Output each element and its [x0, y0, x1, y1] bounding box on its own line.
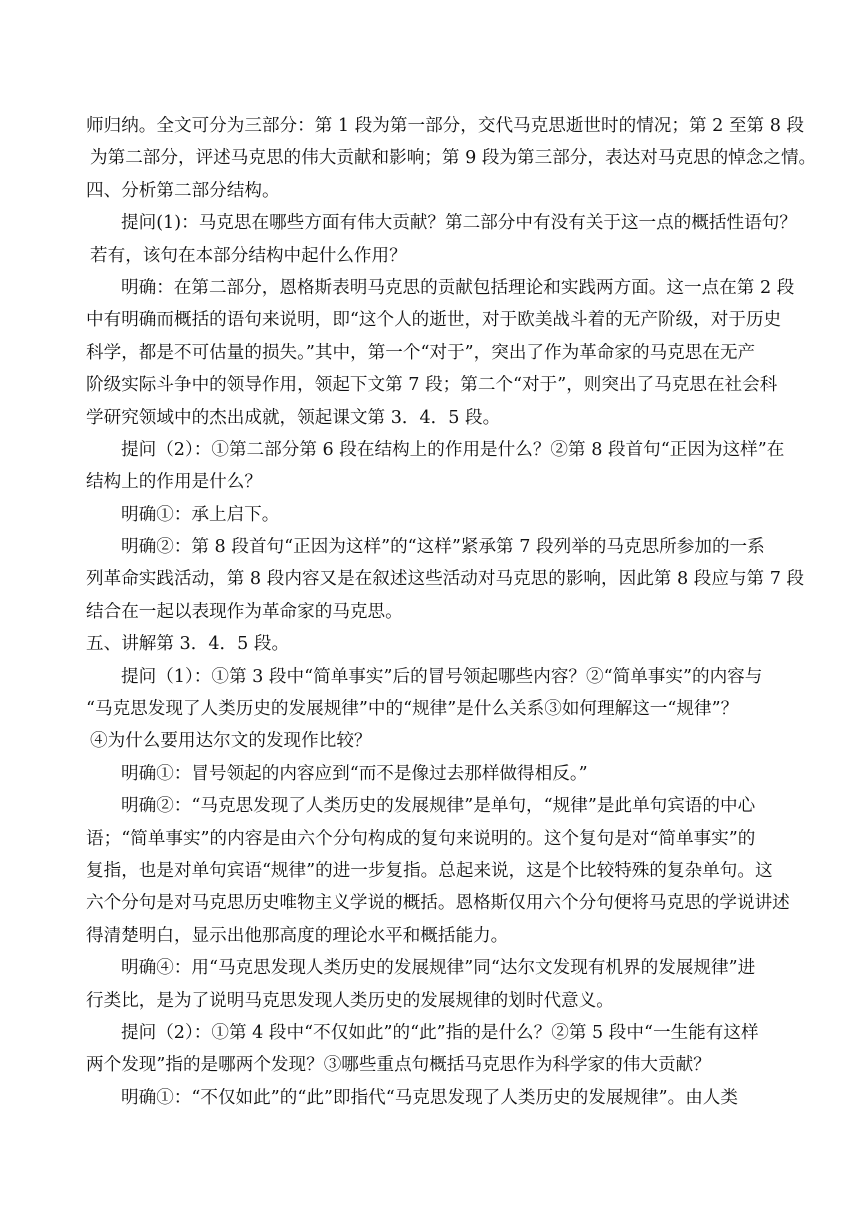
- section-heading: 四、分析第二部分结构。: [86, 180, 280, 201]
- text-line: 复指，也是对单句宾语“规律”的进一步复指。总起来说，这是个比较特殊的复杂单句。这: [86, 860, 773, 881]
- answer-line: 明确②：“马克思发现了人类历史的发展规律”是单句，“规律”是此单句宾语的中心: [121, 796, 756, 817]
- text-line: ④为什么要用达尔文的发现作比较？: [90, 731, 372, 752]
- text-line: 两个发现”指的是哪两个发现？③哪些重点句概括马克思作为科学家的伟大贡献？: [86, 1055, 711, 1076]
- text-line: 语；“简单事实”的内容是由六个分句构成的复句来说明的。这个复句是对“简单事实”的: [86, 828, 756, 849]
- text-line: 结构上的作用是什么？: [86, 472, 262, 493]
- text-line: 得清楚明白，显示出他那高度的理论水平和概括能力。: [86, 925, 509, 946]
- question-line: 提问（2）：①第二部分第 6 段在结构上的作用是什么？②第 8 段首句“正因为这样”在: [121, 439, 785, 460]
- question-line: 提问(1)：马克思在哪些方面有伟大贡献？第二部分中有没有关于这一点的概括性语句？: [121, 213, 797, 234]
- text-line: 师归纳。全文可分为三部分：第 1 段为第一部分，交代马克思逝世时的情况；第 2 至第 8 段: [86, 116, 805, 136]
- text-line: 学研究领域中的杰出成就，领起课文第 3．4．5 段。: [86, 407, 501, 428]
- text-line: 为第二部分，评述马克思的伟大贡献和影响；第 9 段为第三部分，表达对马克思的悼念之情。: [90, 148, 817, 169]
- question-line: 提问（1）：①第 3 段中“简单事实”后的冒号领起哪些内容？②“简单事实”的内容与: [121, 666, 763, 687]
- text-line: 科学，都是不可估量的损失。”其中，第一个“对于”，突出了作为革命家的马克思在无产: [86, 342, 756, 363]
- answer-line: 明确①：冒号领起的内容应到“而不是像过去那样做得相反。”: [121, 763, 588, 784]
- text-line: 若有，该句在本部分结构中起什么作用？: [90, 245, 407, 266]
- answer-line: 明确：在第二部分，恩格斯表明马克思的贡献包括理论和实践两方面。这一点在第 2 段: [121, 277, 795, 298]
- text-line: “马克思发现了人类历史的发展规律”中的“规律”是什么关系③如何理解这一“规律”？: [86, 699, 739, 720]
- answer-line: 明确①：“不仅如此”的“此”即指代“马克思发现了人类历史的发展规律”。由人类: [121, 1087, 738, 1108]
- answer-line: 明确④：用“马克思发现人类历史的发展规律”同“达尔文发现有机界的发展规律”进: [121, 958, 756, 979]
- text-line: 行类比，是为了说明马克思发现人类历史的发展规律的划时代意义。: [86, 990, 614, 1011]
- text-line: 中有明确而概括的语句来说明，即“这个人的逝世，对于欧美战斗着的无产阶级，对于历史: [86, 310, 782, 331]
- document-page: [86, 110, 817, 1114]
- answer-line: 明确①：承上启下。: [121, 504, 280, 525]
- text-line: 六个分句是对马克思历史唯物主义学说的概括。恩格斯仅用六个分句便将马克思的学说讲述: [86, 893, 790, 914]
- text-line: 阶级实际斗争中的领导作用，领起下文第 7 段；第二个“对于”，则突出了马克思在社会科: [86, 375, 778, 396]
- answer-line: 明确②：第 8 段首句“正因为这样”的“这样”紧承第 7 段列举的马克思所参加的一系: [121, 537, 765, 558]
- text-line: 列革命实践活动，第 8 段内容又是在叙述这些活动对马克思的影响，因此第 8 段应与第 7 段: [86, 569, 805, 590]
- question-line: 提问（2）：①第 4 段中“不仅如此”的“此”指的是什么？②第 5 段中“一生能有这样: [121, 1022, 759, 1043]
- text-line: 结合在一起以表现作为革命家的马克思。: [86, 601, 403, 622]
- section-heading: 五、讲解第 3．4．5 段。: [86, 634, 290, 655]
